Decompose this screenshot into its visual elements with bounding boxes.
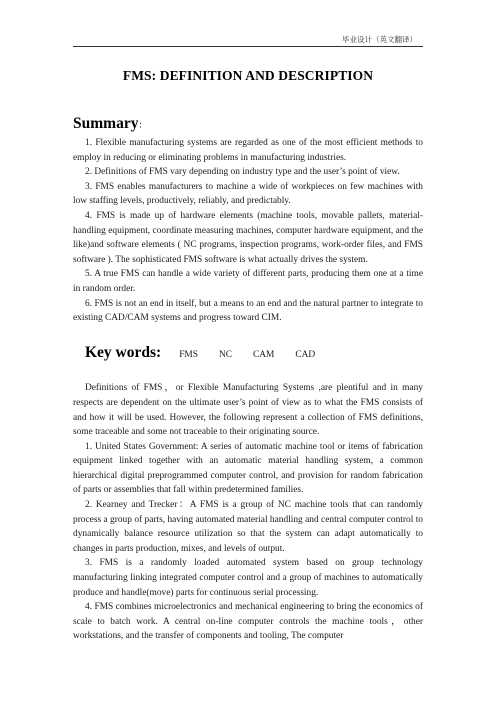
keyword-fms: FMS [179, 349, 198, 360]
summary-item-4: 4. FMS is made up of hardware elements (machine tools, movable pallets, material-handling equipment, coordinate measuring machines, computer hardware equipment, and the like)and software elements ( NC programs, inspection programs, work-order files, and FMS software ). The sophisticated FMS software is what actually drives the system. [73, 210, 423, 265]
body-paragraph-1: 1. United States Government: A series of automatic machine tool or items of fabrication equipment linked together with an automatic material handling system, a common hierarchical digital preprogrammed computer control, and provision for random fabrication of parts or assemblies that fall within predetermined families. [73, 441, 423, 496]
running-header: 毕业设计（英文翻译） [342, 35, 417, 44]
keywords-row [85, 343, 423, 363]
summary-item-3: 3. FMS enables manufacturers to machine a wide of workpieces on few machines with low staffing levels, productively, reliably, and predictably. [73, 181, 423, 207]
document-title: FMS: DEFINITION AND DESCRIPTION [122, 68, 374, 83]
keyword-nc: NC [218, 349, 233, 360]
keywords-label [85, 343, 162, 361]
keywords-label-colon: : [156, 343, 162, 361]
summary-heading-colon: ： [138, 120, 148, 130]
summary-heading-label: Summary [73, 115, 139, 132]
document-body [73, 115, 423, 644]
keywords-label-text: Key words [85, 343, 157, 361]
body-paragraph-4: 4. FMS combines microelectronics and mechanical engineering to bring the economics of scale to batch work. A central on-line computer controls the machine tools，other workstations, and the transfer of components and tooling, The computer [73, 602, 423, 642]
keyword-cam: CAM [253, 349, 275, 360]
summary-item-2: 2. Definitions of FMS vary depending on industry type and the user’s point of view. [85, 167, 400, 178]
header-rule [73, 46, 423, 47]
keyword-cad: CAD [295, 349, 316, 360]
summary-item-5: 5. A true FMS can handle a wide variety of different parts, producing them one at a time in random order. [73, 269, 423, 294]
body-paragraph-intro: Definitions of FMS，or Flexible Manufacturing Systems ,are plentiful and in many respects are dependent on the ultimate user’s point of view as to what the FMS consists of and how it will be used. However, the following represent a collection of FMS definitions, some traceable and some not traceable to their originating source. [73, 383, 423, 438]
summary-item-1: 1. Flexible manufacturing systems are regarded as one of the most efficient methods to employ in reducing or eliminating problems in manufacturing industries. [73, 138, 423, 163]
summary-heading [73, 115, 423, 134]
summary-item-6: 6. FMS is not an end in itself, but a means to an end and the natural partner to integrate to existing CAD/CAM systems and progress toward CIM. [73, 298, 423, 324]
body-paragraph-3: 3. FMS is a randomly loaded automated system based on group technology manufacturing linking integrated computer control and a group of machines to automatically produce and handle(move) parts for continuous serial processing. [73, 558, 423, 598]
body-paragraph-2: 2. Kearney and Trecker：A FMS is a group of NC machine tools that can randomly process a group of parts, having automated material handling and central computer control to dynamically balance resource utilization so that the system can adapt automatically to changes in parts production, mixes, and levels of output. [73, 500, 423, 554]
